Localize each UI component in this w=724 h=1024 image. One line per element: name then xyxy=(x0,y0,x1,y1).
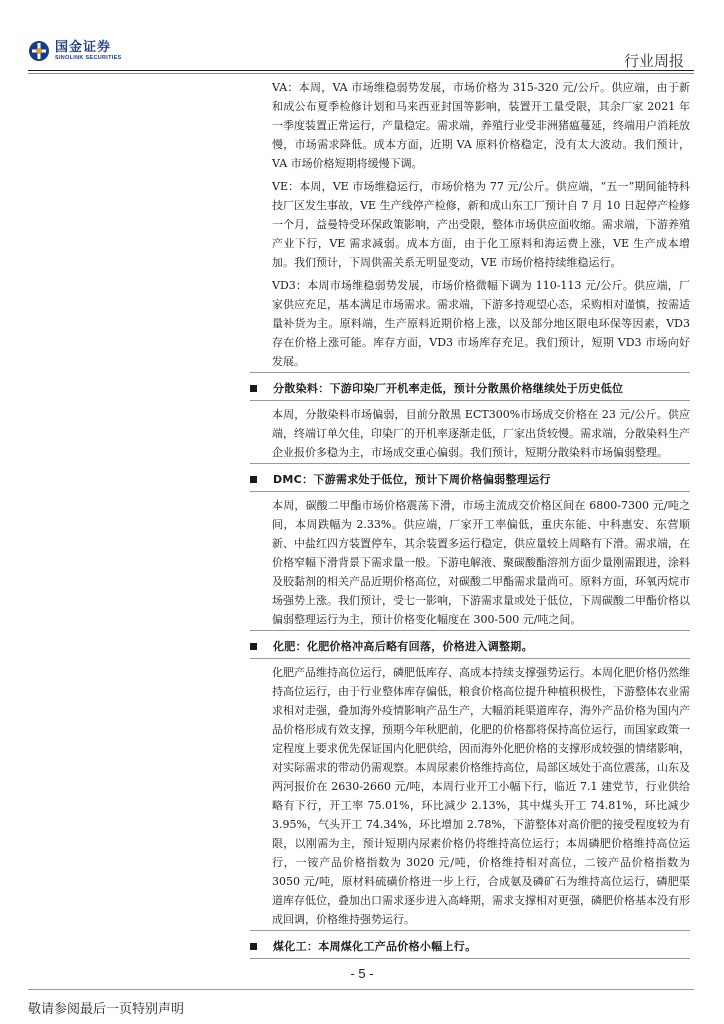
square-bullet-icon xyxy=(250,476,257,483)
square-bullet-icon xyxy=(250,643,257,650)
section-title: DMC：下游需求处于低位，预计下周价格偏弱整理运行 xyxy=(273,473,551,486)
ve-paragraph: VE：本周，VE 市场维稳运行，市场价格为 77 元/公斤。供应端，“五一”期间能特科技厂区发生事故，VE 生产线停产检修，新和成山东工厂预计自 7 月 10 日起停产检修一个月，益曼特受环保政策影响，产出受限，整体市场供应面收缩。需求端，下游养殖产业下行，VE 需求减弱。成本方面，由于化工原料和海运费上涨，VE 生产成本增加。我们预计，下周供需关系无明显变动，VE 市场价格持续维稳运行。 xyxy=(272,180,690,269)
disclaimer-text: 敬请参阅最后一页特别声明 xyxy=(28,1002,185,1017)
section-divider xyxy=(250,658,690,659)
page-number: - 5 - xyxy=(350,966,374,981)
square-bullet-icon xyxy=(250,385,257,392)
section-title: 化肥：化肥价格冲高后略有回落，价格进入调整期。 xyxy=(273,640,533,653)
section-title: 煤化工：本周煤化工产品价格小幅上行。 xyxy=(273,940,477,953)
section-divider xyxy=(250,958,690,959)
va-paragraph: VA：本周，VA 市场维稳弱势发展，市场价格为 315-320 元/公斤。供应端，由于新和成公布夏季检修计划和马来西亚封国等影响，装置开工量受限，其余厂家 2021 年一季度装置正常运行，产量稳定。需求端，养殖行业受非洲猪瘟蔓延，终端用户消耗放慢，市场需求降低。成本方面，近期 VA 原料价格稳定，没有太大波动。我们预计，VA 市场价格短期将缓慢下调。 xyxy=(272,81,690,170)
section-heading-coal-chemical xyxy=(250,935,690,957)
footer-divider xyxy=(28,989,694,990)
section-divider xyxy=(250,630,690,631)
section-divider xyxy=(250,400,690,401)
section-divider xyxy=(250,930,690,931)
page-header xyxy=(0,0,724,72)
company-logo xyxy=(28,40,122,62)
section-divider xyxy=(250,372,690,373)
report-type-label: 行业周报 xyxy=(623,52,684,70)
vd3-paragraph: VD3：本周市场维稳弱势发展，市场价格微幅下调为 110-113 元/公斤。供应端，厂家供应充足，基本满足市场需求。需求端，下游多持观望心态，采购相对谨慎，按需适量补货为主。原料端，生产原料近期价格上涨，以及部分地区限电环保等因素，VD3 存在价格上涨可能。库存方面，VD3 市场库存充足。我们预计，短期 VD3 市场向好发展。 xyxy=(272,279,690,368)
section-heading-fertilizer xyxy=(250,635,690,657)
dmc-paragraph: 本周，碳酸二甲酯市场价格震荡下滑，市场主流成交价格区间在 6800-7300 元/吨之间，本周跌幅为 2.33%。供应端，厂家开工率偏低，重庆东能、中科惠安、东营顺新、中盐红四方装置停车，其余装置多运行稳定，供应量较上周略有下滑。需求端，在价格窄幅下滑背景下需求量一般。下游电解液、聚碳酸酯溶剂方面少量刚需跟进，涂料及胶黏剂的相关产品近期价格高位，对碳酸二甲酯需求量尚可。原料方面，环氧丙烷市场强势上涨。我们预计，受七一影响，下游需求量或处于低位，下周碳酸二甲酯价格以偏弱整理运行为主，预计价格变化幅度在 300-500 元/吨之间。 xyxy=(272,499,690,626)
section-title: 分散染料：下游印染厂开机率走低，预计分散黑价格继续处于历史低位 xyxy=(273,382,624,395)
brand-name-en: SINOLINK SECURITIES xyxy=(55,54,122,61)
sinolink-logo-icon xyxy=(28,40,50,62)
section-heading-disperse-dye xyxy=(250,377,690,399)
section-divider xyxy=(250,463,690,464)
header-divider-thin xyxy=(28,73,694,74)
section-divider xyxy=(250,491,690,492)
dye-paragraph: 本周，分散染料市场偏弱，目前分散黑 ECT300%市场成交价格在 23 元/公斤。供应端，终端订单欠佳，印染厂的开机率逐渐走低，厂家出货较慢。需求端，分散染料生产企业报价多稳为主，市场成交重心偏弱。我们预计，短期分散染料市场偏弱整理。 xyxy=(272,408,690,459)
main-content xyxy=(272,78,690,963)
fertilizer-paragraph: 化肥产品维持高位运行，磷肥低库存、高成本持续支撑强势运行。本周化肥价格仍然维持高位运行，由于行业整体库存偏低，粮食价格高位提升种植积极性，下游整体农业需求相对走强，叠加海外疫情影响产品生产，大幅消耗渠道库存，海外产品价格为国内产品价格形成有效支撑，预期今年秋肥前，化肥的价格都将保持高位运行，而国家政策一定程度上要求优先保证国内化肥供给，因而海外化肥价格的支撑形成较强的情绪影响，对实际需求的带动仍需观察。本周尿素价格维持高位，局部区域处于高位震荡，山东及两河报价在 2630-2660 元/吨，本周行业开工小幅下行，临近 7.1 建党节，行业供给略有下行，开工率 75.01%，环比减少 2.13%，其中煤头开工 74.81%，环比减少 3.95%，气头开工 74.34%，环比增加 2.78%，下游整体对高价肥的接受程度较为有限，以刚需为主，预计短期内尿素价格仍将维持高位运行；本周磷肥价格维持高位运行，一铵产品价格指数为 3020 元/吨，价格维持相对高位，二铵产品价格指数为 3050 元/吨，原材料硫磺价格进一步上行，合成氨及磷矿石为维持高位运行，磷肥渠道库存低位，叠加出口需求逐步进入高峰期，需求支撑相对更强，磷肥价格基本没有形成回调，价格维持强势运行。 xyxy=(272,666,690,926)
brand-name-cn: 国金证券 xyxy=(55,39,112,55)
header-divider xyxy=(28,70,694,71)
section-heading-dmc xyxy=(250,468,690,490)
square-bullet-icon xyxy=(250,943,257,950)
